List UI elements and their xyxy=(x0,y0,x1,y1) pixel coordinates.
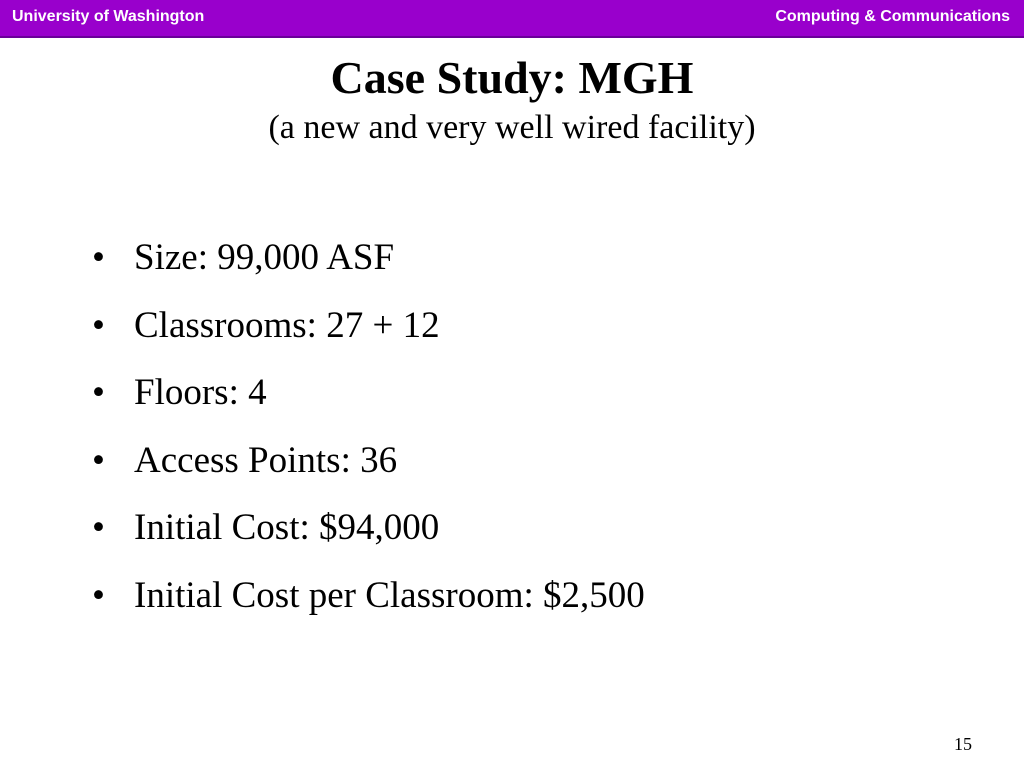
header-department: Computing & Communications xyxy=(775,8,1010,25)
title-block xyxy=(0,52,1024,148)
bullet-item xyxy=(92,236,645,280)
header-divider xyxy=(0,36,1024,38)
slide-title: Case Study: MGH xyxy=(330,52,694,103)
bullet-item xyxy=(92,304,645,348)
bullet-item xyxy=(92,439,645,483)
page-number: 15 xyxy=(954,734,972,754)
slide-subtitle: (a new and very well wired facility) xyxy=(268,109,756,146)
bullet-text: Initial Cost per Classroom: $2,500 xyxy=(134,574,645,616)
bullet-text: Floors: 4 xyxy=(134,372,267,413)
bullet-icon: • xyxy=(92,237,105,278)
bullet-text: Access Points: 36 xyxy=(134,439,398,481)
bullet-item xyxy=(92,506,645,550)
bullet-icon: • xyxy=(92,304,105,346)
bullet-text: Initial Cost: $94,000 xyxy=(134,507,440,548)
bullet-icon: • xyxy=(92,372,105,413)
bullet-item xyxy=(92,574,645,618)
bullet-list xyxy=(92,236,645,641)
header-bar xyxy=(0,0,1024,36)
bullet-icon: • xyxy=(92,507,105,548)
bullet-text: Size: 99,000 ASF xyxy=(134,237,395,278)
bullet-icon: • xyxy=(92,574,105,616)
bullet-item xyxy=(92,371,645,415)
bullet-icon: • xyxy=(92,439,105,481)
bullet-text: Classrooms: 27 + 12 xyxy=(134,304,440,346)
header-organization: University of Washington xyxy=(12,8,205,25)
